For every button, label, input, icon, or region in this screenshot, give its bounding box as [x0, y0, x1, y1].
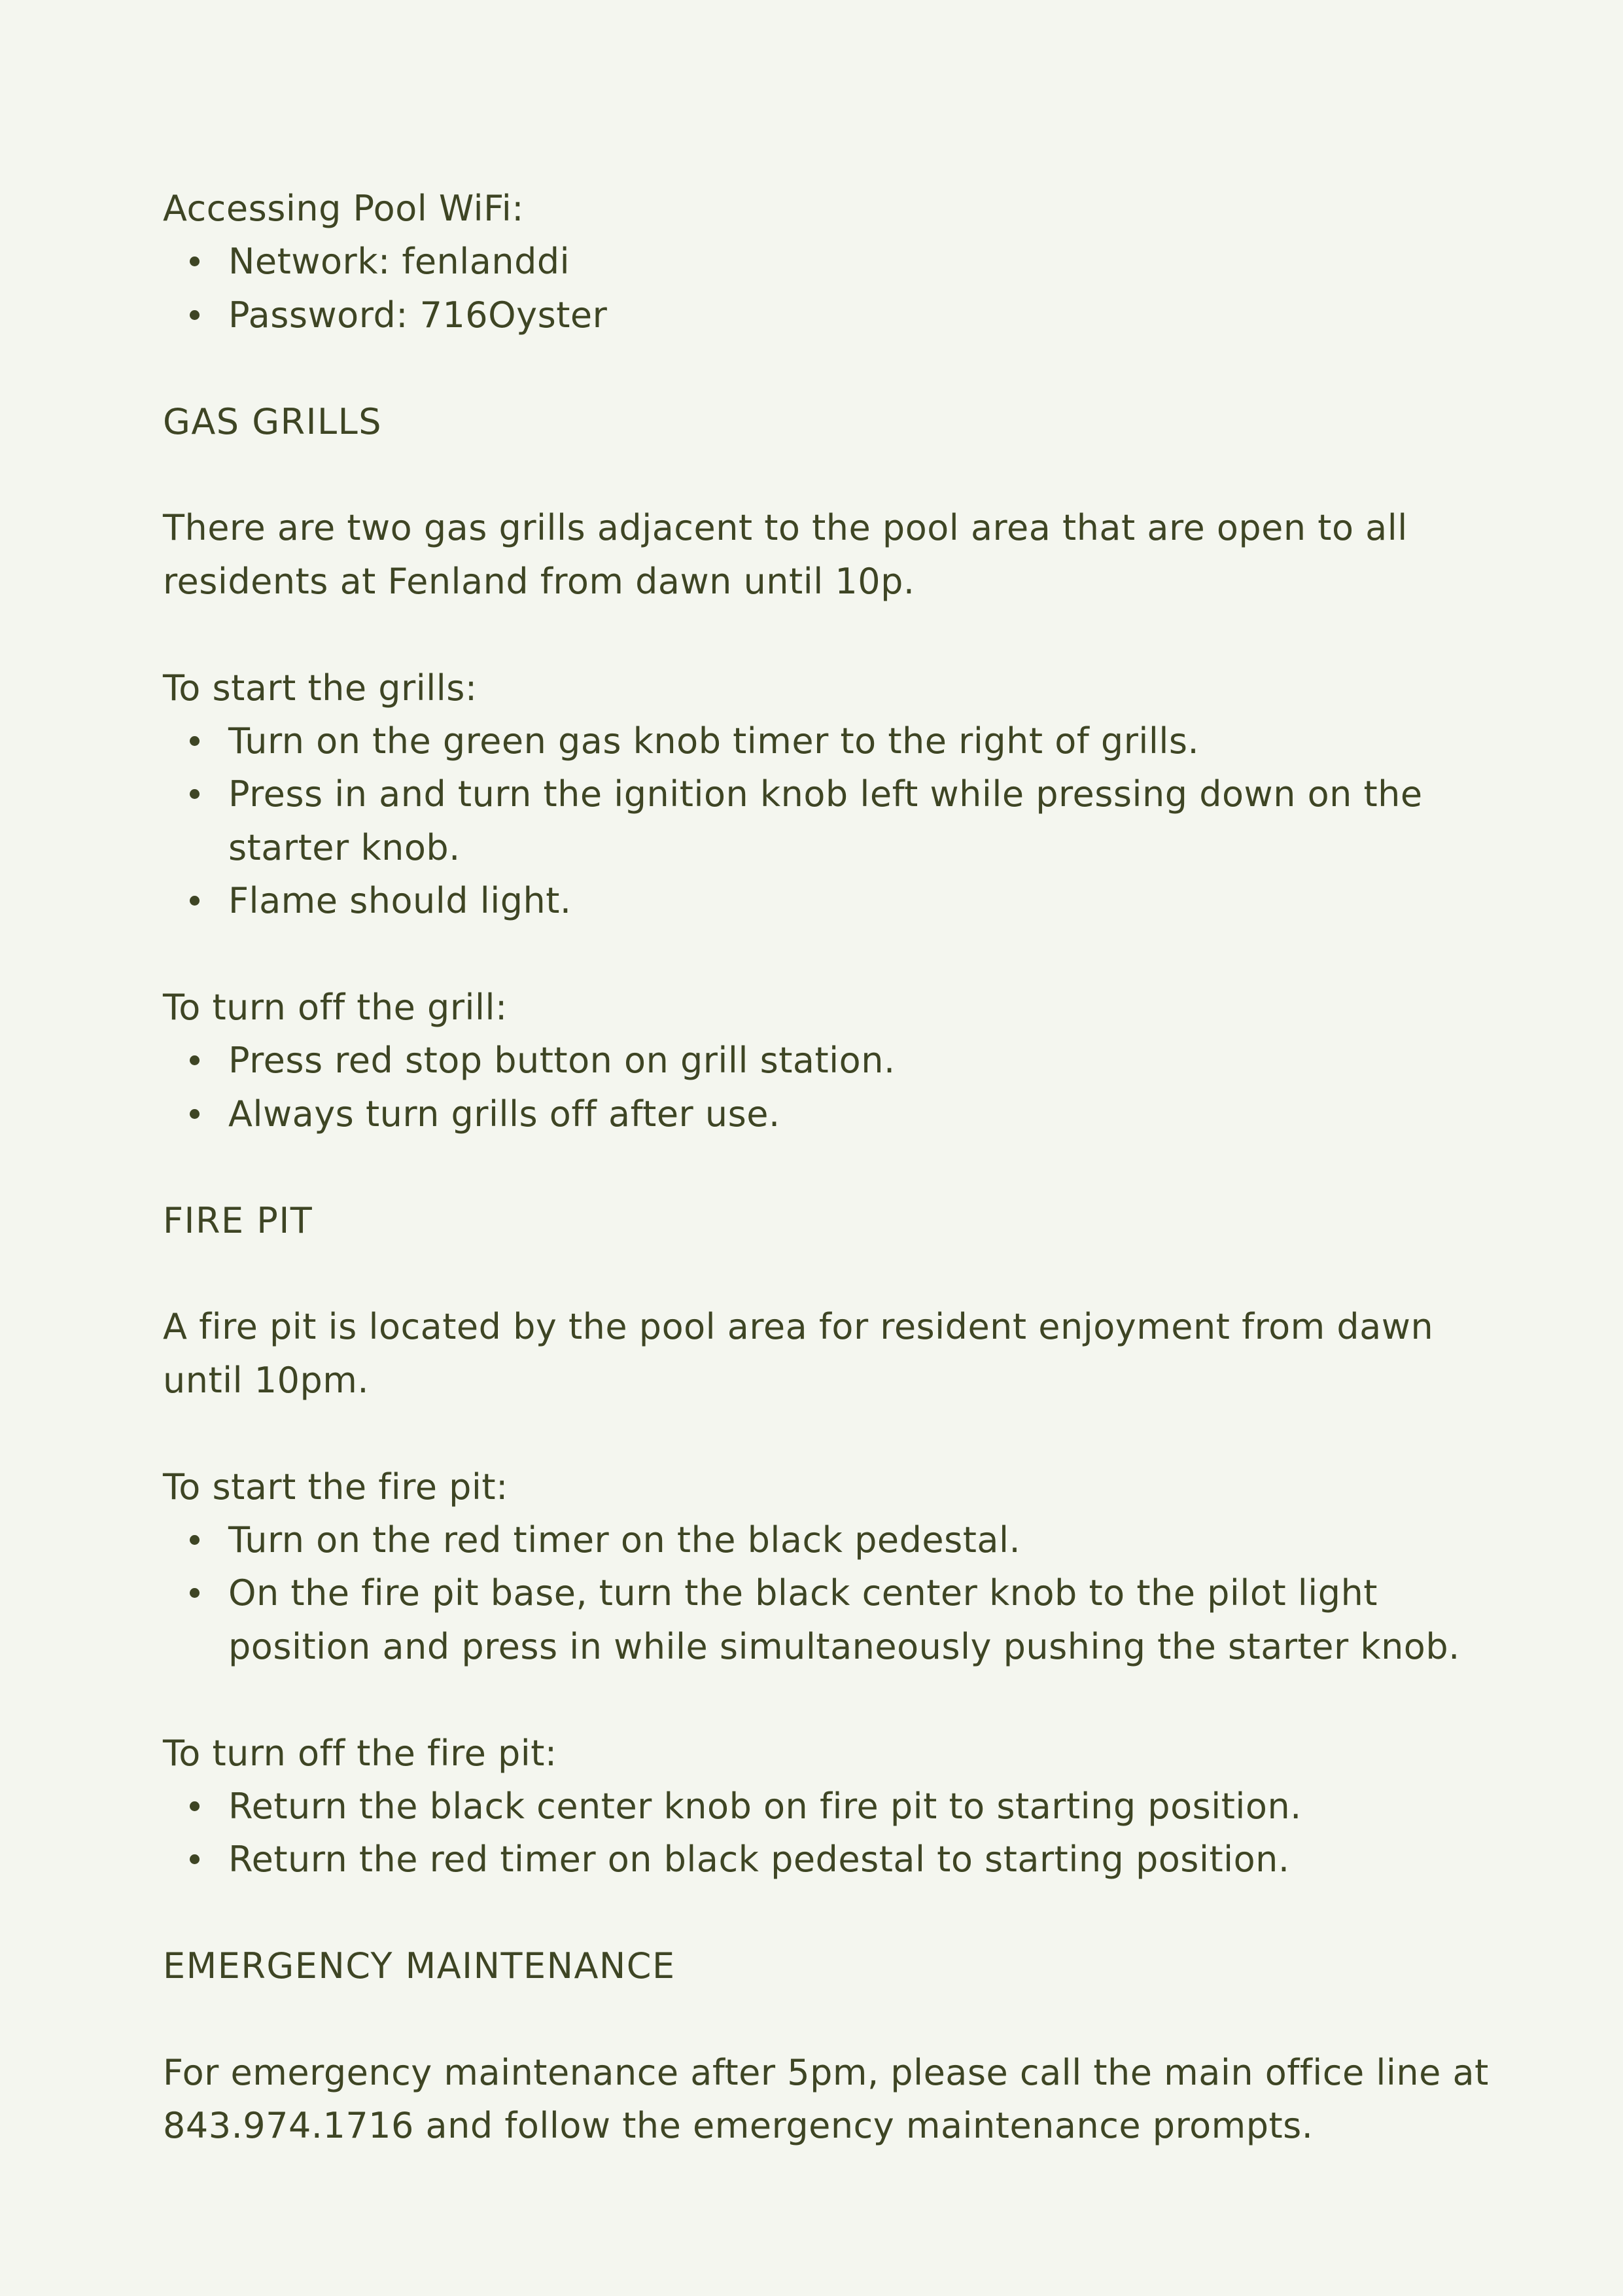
list-item [163, 1034, 1497, 1087]
fire-pit-off-title: To turn off the fire pit: [163, 1732, 557, 1774]
spacer [163, 1247, 1497, 1300]
spacer [163, 608, 1497, 661]
gas-grills-start-list [163, 715, 1497, 928]
emergency-maintenance-text: For emergency maintenance after 5pm, please call the main office line at 843.974.1716 and follow the emergency maintenance prompts. [163, 2052, 1489, 2147]
list-item-text: Return the black center knob on fire pit to starting position. [228, 1786, 1302, 1828]
list-item-text: Press in and turn the ignition knob left while pressing down on the starter knob. [228, 773, 1423, 868]
list-item-text: Network: fenlanddi [228, 241, 570, 283]
bullet-icon [190, 1801, 200, 1811]
spacer [163, 1993, 1497, 2046]
gas-grills-off-list [163, 1034, 1497, 1140]
spacer [163, 342, 1497, 395]
bullet-icon [190, 1055, 200, 1065]
bullet-icon [190, 896, 200, 906]
fire-pit-start-list [163, 1513, 1497, 1673]
list-item-text: Turn on the green gas knob timer to the right of grills. [228, 720, 1200, 762]
list-item-text: Press red stop button on grill station. [228, 1040, 896, 1082]
list-item [163, 874, 1497, 927]
fire-pit-off-list [163, 1780, 1497, 1886]
section-heading-emergency-maintenance: EMERGENCY MAINTENANCE [163, 1945, 676, 1987]
section-heading-fire-pit: FIRE PIT [163, 1199, 313, 1241]
wifi-list [163, 235, 1497, 342]
wifi-title: Accessing Pool WiFi: [163, 188, 524, 229]
wifi-network-item [163, 235, 1497, 288]
list-item-text: Flame should light. [228, 880, 572, 922]
list-item-text: Always turn grills off after use. [228, 1093, 780, 1135]
bullet-icon [190, 256, 200, 266]
list-item-text: Turn on the red timer on the black pedestal. [228, 1519, 1021, 1561]
bullet-icon [190, 1854, 200, 1864]
list-item [163, 1513, 1497, 1566]
gas-grills-start-title: To start the grills: [163, 667, 478, 709]
bullet-icon [190, 736, 200, 746]
list-item [163, 768, 1497, 874]
wifi-password-item [163, 289, 1497, 342]
list-item [163, 1833, 1497, 1886]
bullet-icon [190, 1535, 200, 1545]
list-item [163, 1087, 1497, 1140]
list-item-text: On the fire pit base, turn the black center knob to the pilot light position and press in while simultaneously pushing the starter knob. [228, 1572, 1460, 1667]
fire-pit-start-title: To start the fire pit: [163, 1466, 508, 1508]
bullet-icon [190, 1588, 200, 1598]
fire-pit-intro: A fire pit is located by the pool area for resident enjoyment from dawn until 10pm. [163, 1306, 1434, 1401]
spacer [163, 1407, 1497, 1460]
list-item [163, 715, 1497, 768]
spacer [163, 448, 1497, 501]
gas-grills-intro: There are two gas grills adjacent to the pool area that are open to all residents at Fenland from dawn until 10p. [163, 507, 1408, 602]
spacer [163, 928, 1497, 981]
list-item [163, 1566, 1497, 1673]
document-content [163, 182, 1497, 2153]
list-item-text: Password: 716Oyster [228, 294, 608, 336]
list-item [163, 1780, 1497, 1833]
bullet-icon [190, 789, 200, 799]
spacer [163, 1886, 1497, 1939]
bullet-icon [190, 1109, 200, 1119]
spacer [163, 1673, 1497, 1726]
bullet-icon [190, 310, 200, 320]
spacer [163, 1140, 1497, 1193]
list-item-text: Return the red timer on black pedestal to starting position. [228, 1839, 1290, 1881]
section-heading-gas-grills: GAS GRILLS [163, 400, 382, 442]
gas-grills-off-title: To turn off the grill: [163, 987, 508, 1029]
